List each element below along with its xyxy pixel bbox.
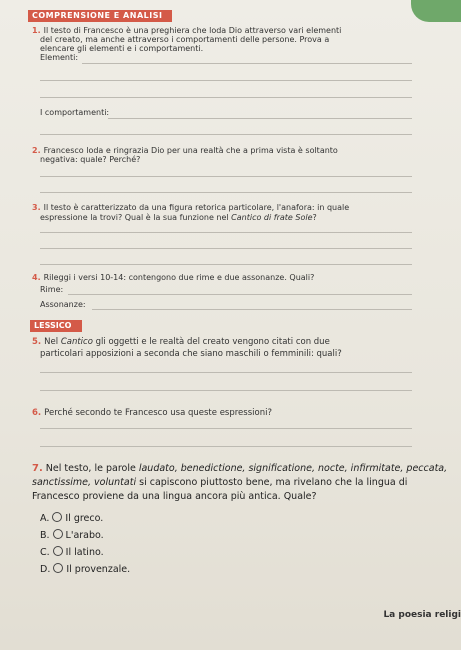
section-title: COMPRENSIONE E ANALISI <box>28 10 172 22</box>
answer-line[interactable] <box>68 294 412 295</box>
answer-line[interactable] <box>40 428 412 429</box>
question-5-line2: particolari apposizioni a seconda che siano maschili o femminili: quali? <box>40 349 342 359</box>
option-a[interactable]: A. Il greco. <box>40 513 104 524</box>
lessico-title: LESSICO <box>30 320 82 332</box>
option-d[interactable]: D. Il provenzale. <box>40 564 131 575</box>
answer-line[interactable] <box>92 309 412 310</box>
radio-circle-icon[interactable] <box>52 512 62 522</box>
question-1-line3: elencare gli elementi e i comportamenti. <box>40 44 204 53</box>
assonances-label: Assonanze: <box>40 300 86 309</box>
answer-line[interactable] <box>40 80 412 81</box>
question-1-line2: del creato, ma anche attraverso i comportamenti delle persone. Prova a <box>40 35 330 44</box>
running-footer: La poesia religi <box>383 610 461 620</box>
answer-line[interactable] <box>40 248 412 249</box>
question-1: 1. Il testo di Francesco è una preghiera che loda Dio attraverso vari elementi <box>32 26 342 35</box>
answer-line[interactable] <box>40 390 412 391</box>
answer-line[interactable] <box>40 446 412 447</box>
option-c[interactable]: C. Il latino. <box>40 547 104 558</box>
answer-line[interactable] <box>40 97 412 98</box>
question-5: 5. Nel Cantico gli oggetti e le realtà del creato vengono citati con due <box>32 337 330 347</box>
answer-line[interactable] <box>40 372 412 373</box>
behaviours-label: I comportamenti: <box>40 108 110 117</box>
answer-line[interactable] <box>108 118 412 119</box>
question-7: 7. Nel testo, le parole laudato, benedictione, significatione, nocte, infirmitate, peccata, sanctissime, voluntati si capiscono piuttosto bene, ma rivelano che la lingua di Francesco proviene da una lingua ancora più antica. Quale? <box>32 463 448 502</box>
question-3-line2: espressione la trovi? Qual è la sua funzione nel Cantico di frate Sole? <box>40 213 317 222</box>
question-number: 1. <box>32 26 41 35</box>
option-b[interactable]: B. L'arabo. <box>40 530 104 541</box>
answer-line[interactable] <box>40 192 412 193</box>
question-4: 4. Rileggi i versi 10-14: contengono due rime e due assonanze. Quali? <box>32 273 315 282</box>
answer-line[interactable] <box>40 176 412 177</box>
radio-circle-icon[interactable] <box>53 546 63 556</box>
corner-decoration <box>411 0 461 22</box>
rhymes-label: Rime: <box>40 285 64 294</box>
radio-circle-icon[interactable] <box>53 529 63 539</box>
answer-line[interactable] <box>40 134 412 135</box>
answer-line[interactable] <box>40 264 412 265</box>
radio-circle-icon[interactable] <box>53 563 63 573</box>
question-3: 3. Il testo è caratterizzato da una figura retorica particolare, l'anafora: in quale <box>32 203 350 212</box>
answer-line[interactable] <box>82 63 412 64</box>
question-2-line2: negativa: quale? Perché? <box>40 155 141 164</box>
question-2: 2. Francesco loda e ringrazia Dio per una realtà che a prima vista è soltanto <box>32 146 338 155</box>
elements-label: Elementi: <box>40 53 79 62</box>
question-6: 6. Perché secondo te Francesco usa queste espressioni? <box>32 408 272 418</box>
answer-line[interactable] <box>40 232 412 233</box>
